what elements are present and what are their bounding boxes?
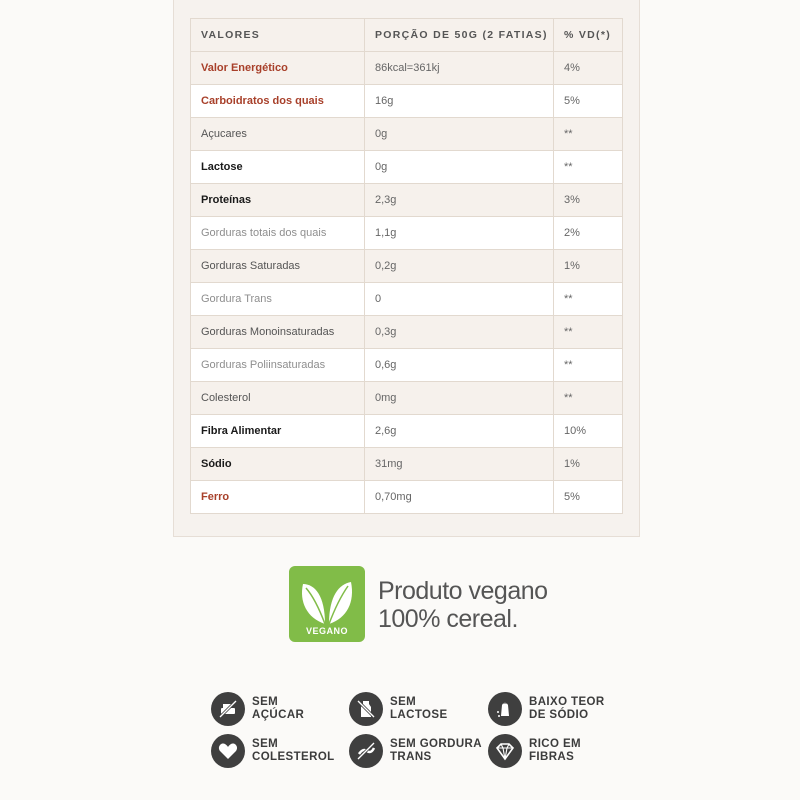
row-vd: 1% (554, 250, 623, 283)
row-value: 0g (365, 151, 554, 184)
row-label: Ferro (191, 481, 365, 514)
row-label: Proteínas (191, 184, 365, 217)
row-value: 0mg (365, 382, 554, 415)
row-vd: ** (554, 382, 623, 415)
no-lactose-icon (349, 692, 383, 726)
row-value: 0,70mg (365, 481, 554, 514)
claim-line2: LACTOSE (390, 709, 448, 721)
claim-rico-fibras (488, 734, 581, 768)
row-value: 2,3g (365, 184, 554, 217)
row-vd: 5% (554, 85, 623, 118)
row-label: Gorduras Monoinsaturadas (191, 316, 365, 349)
table-row (191, 184, 623, 217)
table-row (191, 448, 623, 481)
table-row (191, 382, 623, 415)
row-value: 0,3g (365, 316, 554, 349)
nutrition-table (190, 18, 623, 514)
row-value: 2,6g (365, 415, 554, 448)
row-value: 86kcal=361kj (365, 52, 554, 85)
row-label: Gorduras Poliinsaturadas (191, 349, 365, 382)
row-vd: 5% (554, 481, 623, 514)
claim-line2: FIBRAS (529, 751, 575, 763)
heart-icon (211, 734, 245, 768)
claim-sem-colesterol (211, 734, 335, 768)
row-value: 0,2g (365, 250, 554, 283)
table-row (191, 349, 623, 382)
row-vd: 3% (554, 184, 623, 217)
header-valores: VALORES (191, 19, 365, 52)
claim-line2: TRANS (390, 751, 432, 763)
claim-sem-gordura-trans (349, 734, 482, 768)
row-label: Gorduras totais dos quais (191, 217, 365, 250)
table-row (191, 415, 623, 448)
row-label: Lactose (191, 151, 365, 184)
row-label: Carboidratos dos quais (191, 85, 365, 118)
table-row (191, 316, 623, 349)
vegan-badge-label: VEGANO (305, 626, 348, 636)
row-vd: ** (554, 151, 623, 184)
table-row (191, 52, 623, 85)
row-vd: 10% (554, 415, 623, 448)
table-row (191, 118, 623, 151)
row-label: Valor Energético (191, 52, 365, 85)
row-value: 0,6g (365, 349, 554, 382)
no-trans-fat-icon (349, 734, 383, 768)
vegan-title: Produto vegano (378, 577, 548, 605)
vegan-badge (289, 566, 365, 642)
claim-baixo-sodio (488, 692, 605, 726)
vegan-subtitle: 100% cereal. (378, 605, 518, 633)
row-vd: 4% (554, 52, 623, 85)
claim-line2: AÇÚCAR (252, 709, 305, 721)
table-row (191, 85, 623, 118)
table-row (191, 250, 623, 283)
row-label: Gorduras Saturadas (191, 250, 365, 283)
row-value: 0 (365, 283, 554, 316)
salt-shaker-icon (488, 692, 522, 726)
table-row (191, 481, 623, 514)
table-header-row (191, 19, 623, 52)
claim-line1: BAIXO TEOR (529, 696, 605, 708)
row-label: Sódio (191, 448, 365, 481)
claim-line2: COLESTEROL (252, 751, 335, 763)
row-vd: 1% (554, 448, 623, 481)
header-porcao: PORÇÃO DE 50G (2 FATIAS) (365, 19, 554, 52)
row-vd: 2% (554, 217, 623, 250)
no-sugar-icon (211, 692, 245, 726)
row-value: 0g (365, 118, 554, 151)
row-label: Gordura Trans (191, 283, 365, 316)
row-value: 16g (365, 85, 554, 118)
claim-line1: SEM (390, 696, 417, 708)
row-label: Açucares (191, 118, 365, 151)
table-row (191, 217, 623, 250)
claim-line1: SEM GORDURA (390, 738, 482, 750)
diamond-icon (488, 734, 522, 768)
claim-line1: RICO EM (529, 738, 581, 750)
claim-sem-lactose (349, 692, 448, 726)
table-row (191, 283, 623, 316)
table-row (191, 151, 623, 184)
claim-line2: DE SÓDIO (529, 709, 589, 721)
row-value: 1,1g (365, 217, 554, 250)
row-value: 31mg (365, 448, 554, 481)
row-vd: ** (554, 283, 623, 316)
row-vd: ** (554, 316, 623, 349)
claim-line1: SEM (252, 696, 279, 708)
row-vd: ** (554, 118, 623, 151)
header-vd: % VD(*) (554, 19, 623, 52)
row-label: Colesterol (191, 382, 365, 415)
claim-sem-acucar (211, 692, 304, 726)
row-label: Fibra Alimentar (191, 415, 365, 448)
claim-line1: SEM (252, 738, 279, 750)
row-vd: ** (554, 349, 623, 382)
